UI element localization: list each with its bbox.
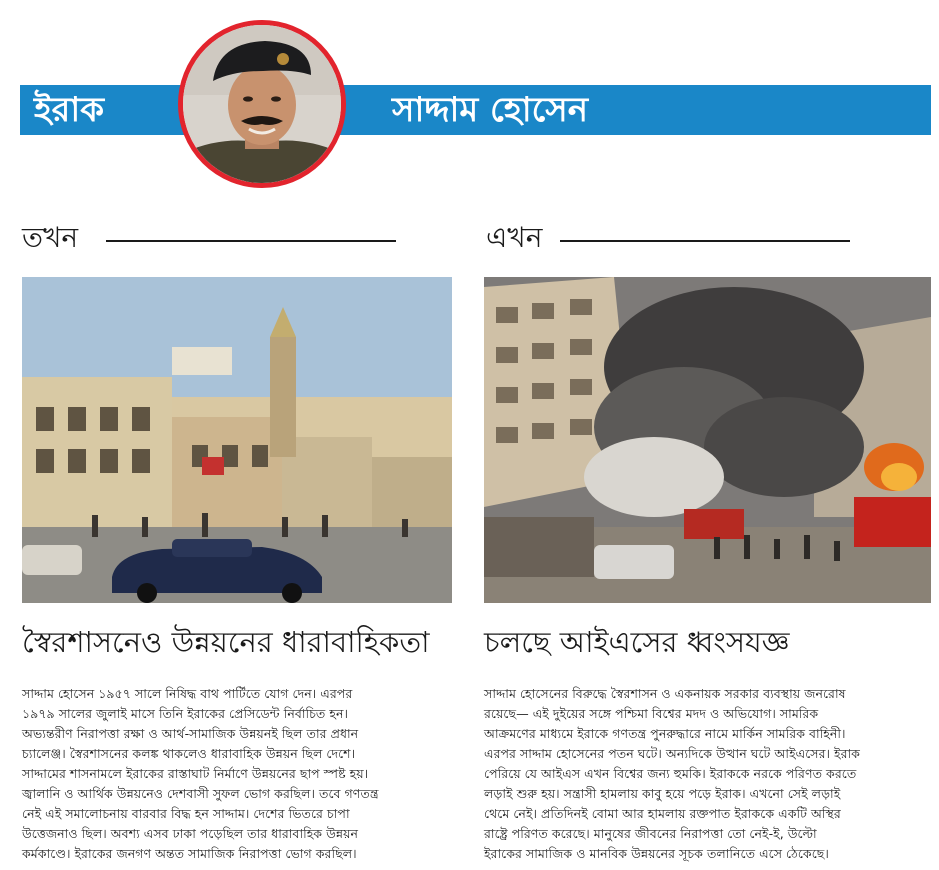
headline-now: চলছে আইএসের ধ্বংসযজ্ঞ — [484, 625, 790, 659]
banner-person-name: সাদ্দাম হোসেন — [392, 90, 588, 130]
portrait-photo — [178, 20, 346, 188]
article-body-now — [484, 684, 924, 864]
article-line: রাষ্ট্রে পরিণত করেছে। মানুষের জীবনের নিরাপত্তা তো নেই-ই, উল্টো — [484, 826, 817, 841]
section-label-now: এখন — [486, 221, 543, 254]
article-line: সাদ্দামের শাসনামলে ইরাকের রাস্তাঘাট নির্মাণে উন্নয়নের ছাপ স্পষ্ট হয়। — [22, 766, 369, 781]
headline-then: স্বৈরশাসনেও উন্নয়নের ধারাবাহিকতা — [22, 625, 430, 659]
article-line: লড়াই শুরু হয়। সন্ত্রাসী হামলায় কাবু হয়ে পড়ে ইরাক। এখনো সেই লড়াই — [484, 786, 841, 801]
section-rule-then — [106, 240, 396, 242]
article-line: ইরাকের সামাজিক ও মানবিক উন্নয়নের সূচক তলানিতে এসে ঠেকেছে। — [484, 846, 829, 861]
article-line: থেমে নেই। প্রতিদিনই বোমা আর হামলায় রক্তপাত ইরাককে একটি অস্থির — [484, 806, 841, 821]
photo-then-street-scene — [22, 277, 452, 603]
section-label-then: তখন — [22, 221, 79, 254]
article-line: এরপর সাদ্দাম হোসেনের পতন ঘটে। অন্যদিকে উত্থান ঘটে আইএসের। ইরাক — [484, 746, 860, 761]
article-line: সাদ্দাম হোসেন ১৯৫৭ সালে নিষিদ্ধ বাথ পার্টিতে যোগ দেন। এরপর — [22, 686, 353, 701]
photo-now-explosion-scene — [484, 277, 931, 603]
article-line: রয়েছে— এই দুইয়ের সঙ্গে পশ্চিমা বিশ্বের মদদ ও অভিযোগ। সামরিক — [484, 706, 819, 721]
article-line: চ্যালেঞ্জ। স্বৈরশাসনের কলঙ্ক থাকলেও ধারাবাহিক উন্নয়ন ছিল দেশে। — [22, 746, 356, 761]
article-line: অভ্যন্তরীণ নিরাপত্তা রক্ষা ও আর্থ-সামাজিক উন্নয়নই ছিল তার প্রধান — [22, 726, 359, 741]
article-body-then — [22, 684, 462, 864]
article-line: জ্বালানি ও আর্থিক উন্নয়নেও দেশবাসী সুফল ভোগ করছিল। তবে গণতন্ত্র — [22, 786, 379, 801]
banner-country: ইরাক — [34, 90, 105, 130]
section-rule-now — [560, 240, 850, 242]
article-line: আক্রমণের মাধ্যমে ইরাকে গণতন্ত্র পুনরুদ্ধারে নামে মার্কিন সামরিক বাহিনী। — [484, 726, 846, 741]
article-line: কর্মকাণ্ডে। ইরাকের জনগণ অন্তত সামাজিক নিরাপত্তা ভোগ করছিল। — [22, 846, 357, 861]
article-line: সাদ্দাম হোসেনের বিরুদ্ধে স্বৈরশাসন ও একনায়ক সরকার ব্যবস্থায় জনরোষ — [484, 686, 846, 701]
article-line: উত্তেজনাও ছিল। অবশ্য এসব ঢাকা পড়েছিল তার ধারাবাহিক উন্নয়ন — [22, 826, 359, 841]
article-line: নেই এই সমালোচনায় বারবার বিদ্ধ হন সাদ্দাম। দেশের ভিতরে চাপা — [22, 806, 350, 821]
article-line: ১৯৭৯ সালের জুলাই মাসে তিনি ইরাকের প্রেসিডেন্ট নির্বাচিত হন। — [22, 706, 348, 721]
article-line: পেরিয়ে যে আইএস এখন বিশ্বের জন্য হুমকি। ইরাককে নরকে পরিণত করতে — [484, 766, 857, 781]
